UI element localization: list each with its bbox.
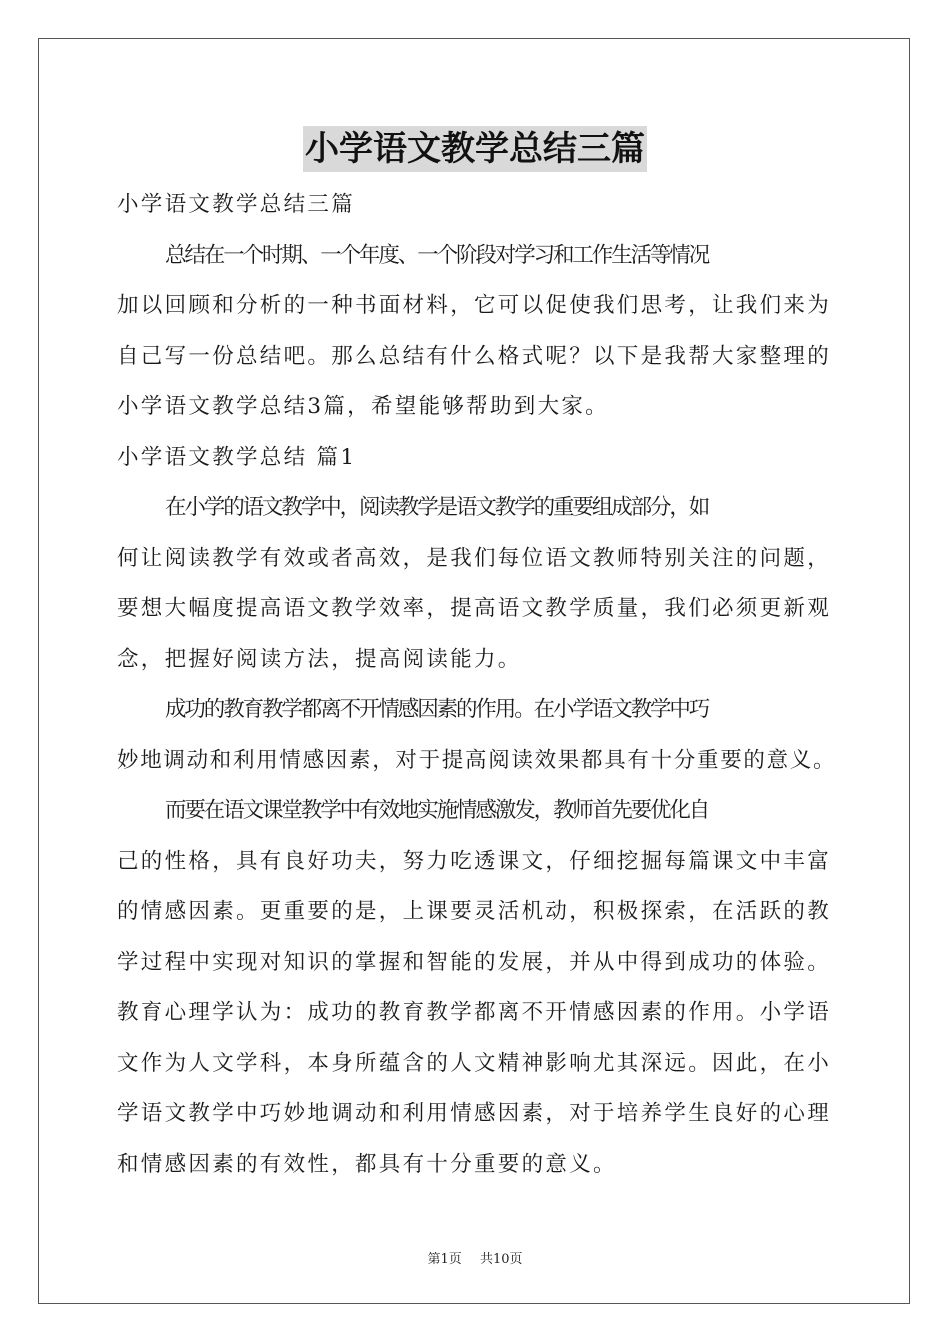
page-number: 第1页 xyxy=(427,1252,462,1267)
text-line: 己的性格，具有良好功夫，努力吃透课文，仔细挖掘每篇课文中丰富 xyxy=(117,848,832,874)
text-line: 何让阅读教学有效或者高效，是我们每位语文教师特别关注的问题， xyxy=(117,545,832,571)
text-line: 教育心理学认为：成功的教育教学都离不开情感因素的作用。小学语 xyxy=(117,1000,832,1025)
document-body xyxy=(117,180,837,1190)
page-footer xyxy=(0,1248,950,1267)
text-line: 小学语文教学总结3篇，希望能够帮助到大家。 xyxy=(117,394,609,419)
text-line: 和情感因素的有效性，都具有十分重要的意义。 xyxy=(117,1151,617,1177)
text-line: 而要在语文课堂教学中有效地实施情感激发，教师首先要优化自 xyxy=(165,798,709,823)
text-line: 的情感因素。更重要的是，上课要灵活机动，积极探索，在活跃的教 xyxy=(117,899,832,924)
text-line: 在小学的语文教学中，阅读教学是语文教学的重要组成部分，如 xyxy=(165,495,709,520)
text-line: 妙地调动和利用情感因素，对于提高阅读效果都具有十分重要的意义。 xyxy=(117,747,837,773)
text-line: 加以回顾和分析的一种书面材料，它可以促使我们思考，让我们来为 xyxy=(117,293,832,318)
page-total: 共10页 xyxy=(479,1252,523,1267)
text-line: 自己写一份总结吧。那么总结有什么格式呢？以下是我帮大家整理的 xyxy=(117,343,832,369)
text-line: 小学语文教学总结 篇1 xyxy=(117,444,357,470)
document-title: 小学语文教学总结三篇 xyxy=(303,126,647,172)
text-line: 要想大幅度提高语文教学效率，提高语文教学质量，我们必须更新观 xyxy=(117,596,832,621)
text-line: 成功的教育教学都离不开情感因素的作用。在小学语文教学中巧 xyxy=(165,697,709,722)
text-line: 学语文教学中巧妙地调动和利用情感因素，对于培养学生良好的心理 xyxy=(117,1101,832,1126)
document-title-wrapper xyxy=(0,126,950,172)
text-line: 总结在一个时期、一个年度、一个阶段对学习和工作生活等情况 xyxy=(165,242,709,268)
text-line: 小学语文教学总结三篇 xyxy=(117,192,356,217)
text-line: 文作为人文学科，本身所蕴含的人文精神影响尤其深远。因此，在小 xyxy=(117,1050,832,1076)
text-line: 学过程中实现对知识的掌握和智能的发展，并从中得到成功的体验。 xyxy=(117,949,832,975)
text-line: 念，把握好阅读方法，提高阅读能力。 xyxy=(117,646,522,672)
